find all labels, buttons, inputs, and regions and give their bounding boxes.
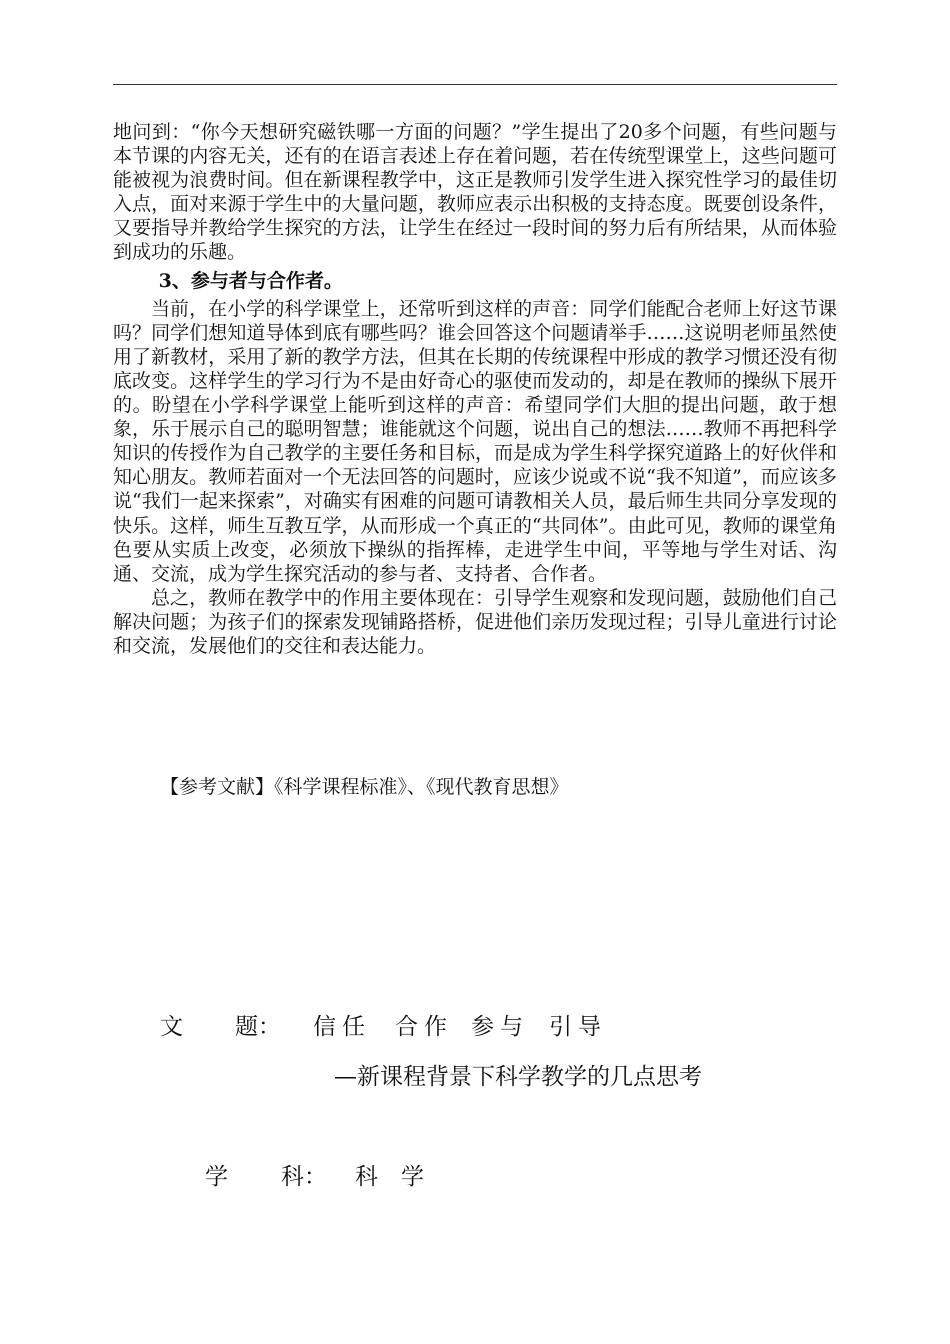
title-word-2: 合作 (395, 1014, 453, 1040)
section-heading-3: 3、参与者与合作者。 (158, 269, 343, 292)
subject-value: 科 学 (355, 1164, 424, 1190)
title-label-char-2: 题： (235, 1014, 281, 1040)
title-word-3: 参与 (471, 1014, 529, 1040)
title-label-char-1: 文 (160, 1014, 183, 1040)
subject-label-char-1: 学 (205, 1164, 228, 1190)
references: 【参考文献】《科学课程标准》、《现代教育思想》 (160, 776, 569, 798)
paragraph-participant: 当前，在小学的科学课堂上，还常听到这样的声音：同学们能配合老师上好这节课吗？同学们想知道导体到底有哪些吗？谁会回答这个问题请举手……这说明老师虽然使用了新教材，采用了新的教学方法，但其在长期的传统课程中形成的教学习惯还没有彻底改变。这样学生的学习行为不是由好奇心的驱使而发动的，却是在教师的操纵下展开的。盼望在小学科学课堂上能听到这样的声音：希望同学们大胆的提出问题，敢于想象，乐于展示自己的聪明智慧；谁能就这个问题，说出自己的想法……教师不再把科学知识的传授作为自己教学的主要任务和目标，而是成为学生科学探究道路上的好伙伴和知心朋友。教师若面对一个无法回答的问题时，应该少说或不说“我不知道”，而应该多说“我们一起来探索”，对确实有困难的问题可请教相关人员，最后师生共同分享发现的快乐。这样，师生互教互学，从而形成一个真正的“共同体”。由此可见，教师的课堂角色要从实质上改变，必须放下操纵的指挥棒，走进学生中间，平等地与学生对话、沟通、交流，成为学生探究活动的参与者、支持者、合作者。 (113, 297, 837, 585)
title-word-4: 引导 (549, 1014, 607, 1040)
title-row (160, 1008, 607, 1041)
subject-row (205, 1158, 424, 1191)
subject-label-char-2: 科： (281, 1164, 327, 1190)
paragraph-summary: 总之，教师在教学中的作用主要体现在：引导学生观察和发现问题，鼓励他们自己解决问题；为孩子们的探索发现铺路搭桥，促进他们亲历发现过程；引导儿童进行讨论和交流，发展他们的交往和表达能力。 (113, 586, 837, 657)
document-body (113, 120, 837, 658)
header-rule (113, 84, 837, 85)
paragraph-continued: 地问到：“你今天想研究磁铁哪一方面的问题？”学生提出了20多个问题，有些问题与本节课的内容无关，还有的在语言表述上存在着问题，若在传统型课堂上，这些问题可能被视为浪费时间。但在新课程教学中，这正是教师引发学生进入探究性学习的最佳切入点，面对来源于学生中的大量问题，教师应表示出积极的支持态度。既要创设条件，又要指导并教给学生探究的方法，让学生在经过一段时间的努力后有所结果，从而体验到成功的乐趣。 (113, 121, 837, 264)
title-word-1: 信任 (313, 1014, 371, 1040)
subtitle: —新课程背景下科学教学的几点思考 (334, 1064, 702, 1090)
